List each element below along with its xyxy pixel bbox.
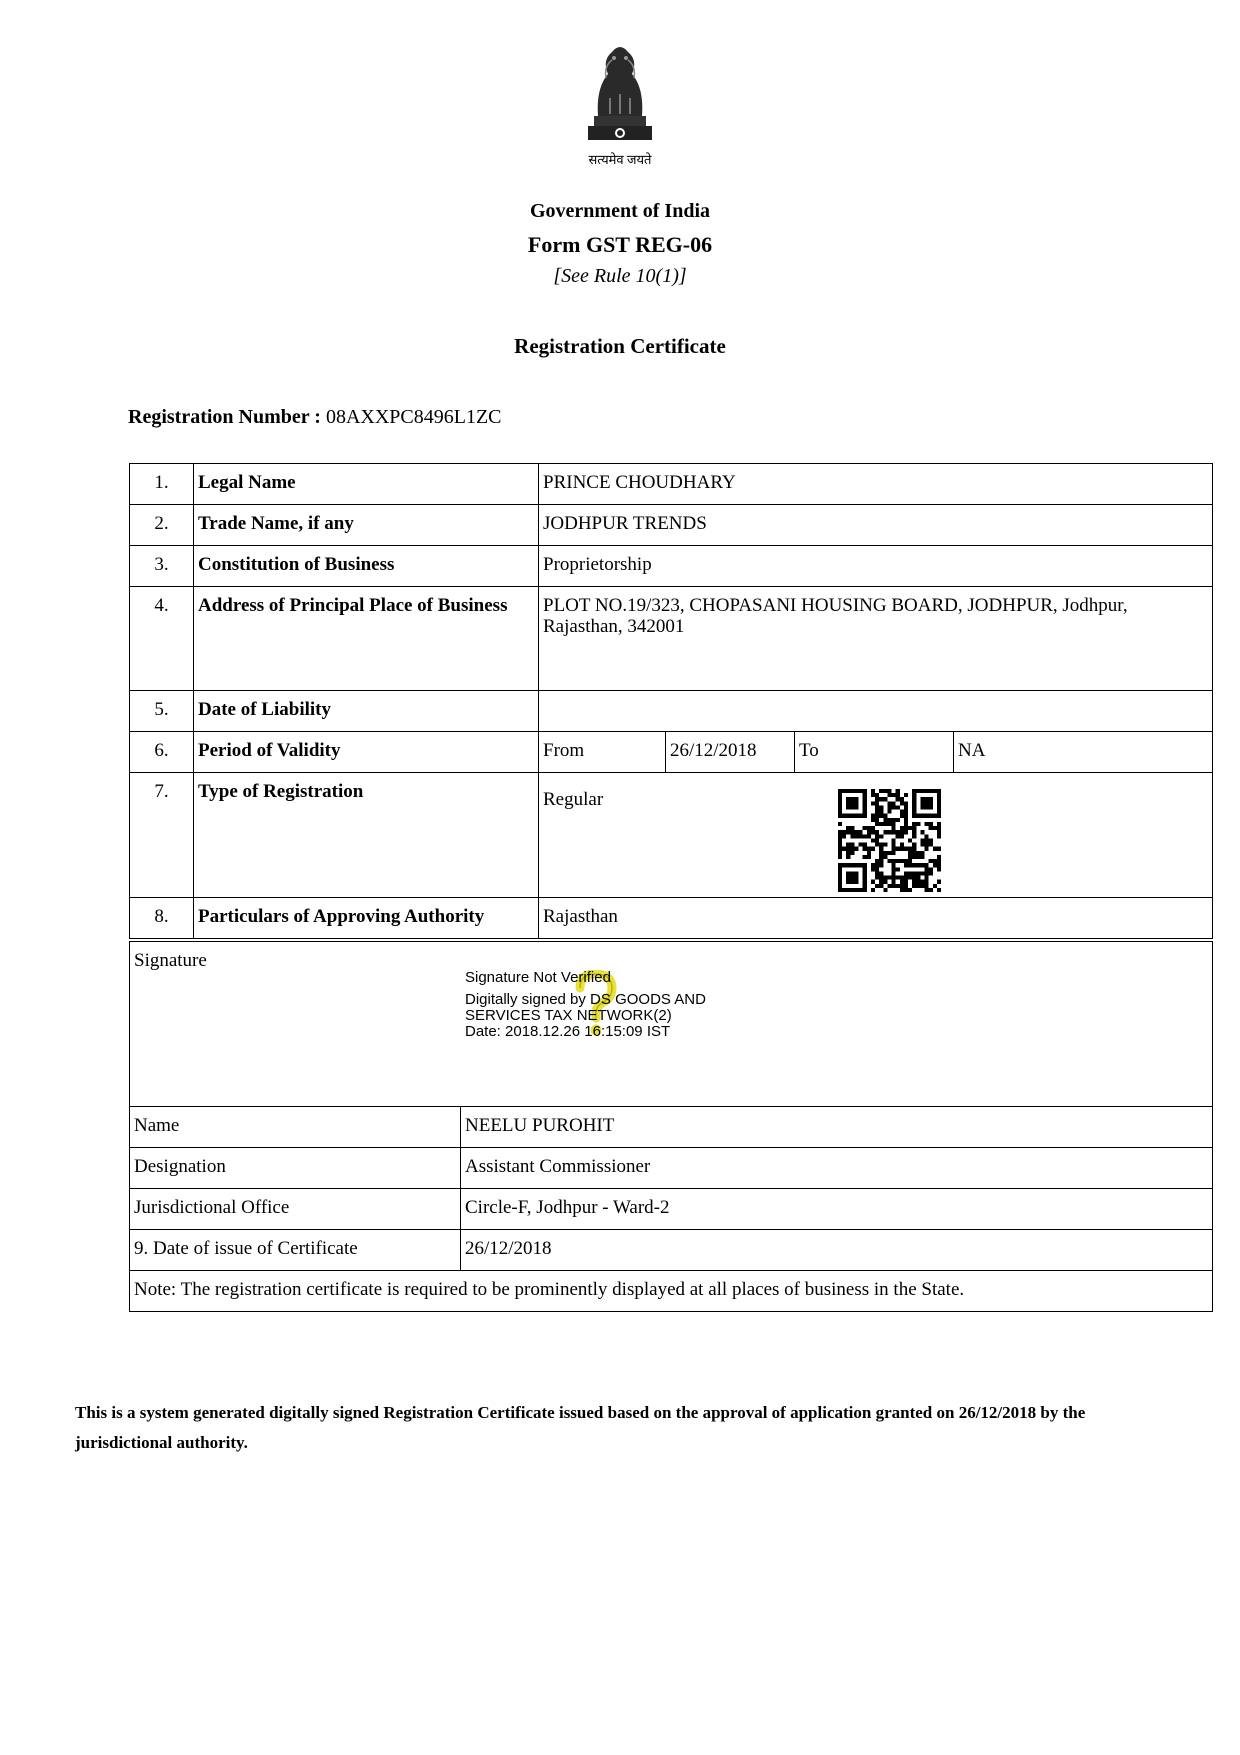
table-row — [130, 505, 1213, 546]
row-value: PLOT NO.19/323, CHOPASANI HOUSING BOARD, JODHPUR, Jodhpur, Rajasthan, 342001 — [539, 587, 1213, 691]
signature-date: Date: 2018.12.26 16:15:09 IST — [465, 1023, 671, 1040]
row-value: Rajasthan — [539, 898, 1213, 939]
registration-number-label: Registration Number : — [128, 406, 321, 428]
row-number: 6. — [130, 732, 194, 773]
row-label: Legal Name — [194, 464, 539, 505]
validity-to-label: To — [795, 732, 954, 773]
motto-text: सत्यमेव जयते — [588, 152, 652, 167]
row-number: 1. — [130, 464, 194, 505]
rule-reference: [See Rule 10(1)] — [553, 265, 687, 287]
registration-type: Regular — [543, 789, 604, 810]
officer-label: Jurisdictional Office — [130, 1189, 461, 1230]
signature-table — [129, 941, 1213, 1312]
digital-signature-block — [465, 970, 706, 1040]
table-row — [130, 546, 1213, 587]
officer-label: 9. Date of issue of Certificate — [130, 1230, 461, 1271]
form-title: Form GST REG-06 — [527, 232, 713, 257]
table-row — [130, 1189, 1213, 1230]
row-number: 4. — [130, 587, 194, 691]
table-row — [130, 587, 1213, 691]
row-number: 8. — [130, 898, 194, 939]
officer-value: 26/12/2018 — [461, 1230, 1213, 1271]
officer-label: Name — [130, 1107, 461, 1148]
registration-number-value: 08AXXPC8496L1ZC — [325, 406, 502, 428]
officer-value: NEELU PUROHIT — [461, 1107, 1213, 1148]
officer-value: Assistant Commissioner — [461, 1148, 1213, 1189]
row-label: Address of Principal Place of Business — [194, 587, 539, 691]
table-row — [130, 942, 1213, 1107]
table-row — [130, 1230, 1213, 1271]
row-value: JODHPUR TRENDS — [539, 505, 1213, 546]
table-row — [130, 1271, 1213, 1312]
row-number: 2. — [130, 505, 194, 546]
officer-label: Designation — [130, 1148, 461, 1189]
table-row — [130, 691, 1213, 732]
row-number: 5. — [130, 691, 194, 732]
row-label: Particulars of Approving Authority — [194, 898, 539, 939]
table-row — [130, 464, 1213, 505]
signature-status: Signature Not Verified — [465, 969, 611, 986]
row-label: Trade Name, if any — [194, 505, 539, 546]
row-label: Date of Liability — [194, 691, 539, 732]
registration-details-table — [129, 463, 1213, 939]
government-heading: Government of India — [530, 200, 710, 222]
note-text: Note: The registration certificate is required to be prominently displayed at all places of business in the State. — [130, 1271, 1213, 1312]
table-row — [130, 898, 1213, 939]
certificate-title: Registration Certificate — [514, 334, 726, 358]
validity-from-label: From — [539, 732, 666, 773]
signature-signed-by: Digitally signed by DS GOODS AND — [465, 991, 706, 1008]
signature-signed-by-line2: SERVICES TAX NETWORK(2) — [465, 1007, 672, 1024]
registration-number — [128, 406, 502, 429]
row-number: 3. — [130, 546, 194, 587]
validity-to-value: NA — [954, 732, 1213, 773]
officer-value: Circle-F, Jodhpur - Ward-2 — [461, 1189, 1213, 1230]
validity-from-date: 26/12/2018 — [666, 732, 795, 773]
national-emblem-icon — [580, 38, 660, 150]
table-row — [130, 1107, 1213, 1148]
footer-statement: This is a system generated digitally signed Registration Certificate issued based on the approval of application granted on 26/12/2018 by the jurisdictional authority. — [75, 1403, 1086, 1452]
row-label: Constitution of Business — [194, 546, 539, 587]
table-row — [130, 1148, 1213, 1189]
row-number: 7. — [130, 773, 194, 898]
row-label: Period of Validity — [194, 732, 539, 773]
row-value: PRINCE CHOUDHARY — [539, 464, 1213, 505]
row-label: Type of Registration — [194, 773, 539, 898]
table-row — [130, 732, 1213, 773]
row-value: Proprietorship — [539, 546, 1213, 587]
row-value — [539, 691, 1213, 732]
table-row — [130, 773, 1213, 898]
signature-cell — [130, 942, 1213, 1107]
qr-code-icon — [838, 789, 941, 892]
signature-label: Signature — [134, 950, 207, 971]
